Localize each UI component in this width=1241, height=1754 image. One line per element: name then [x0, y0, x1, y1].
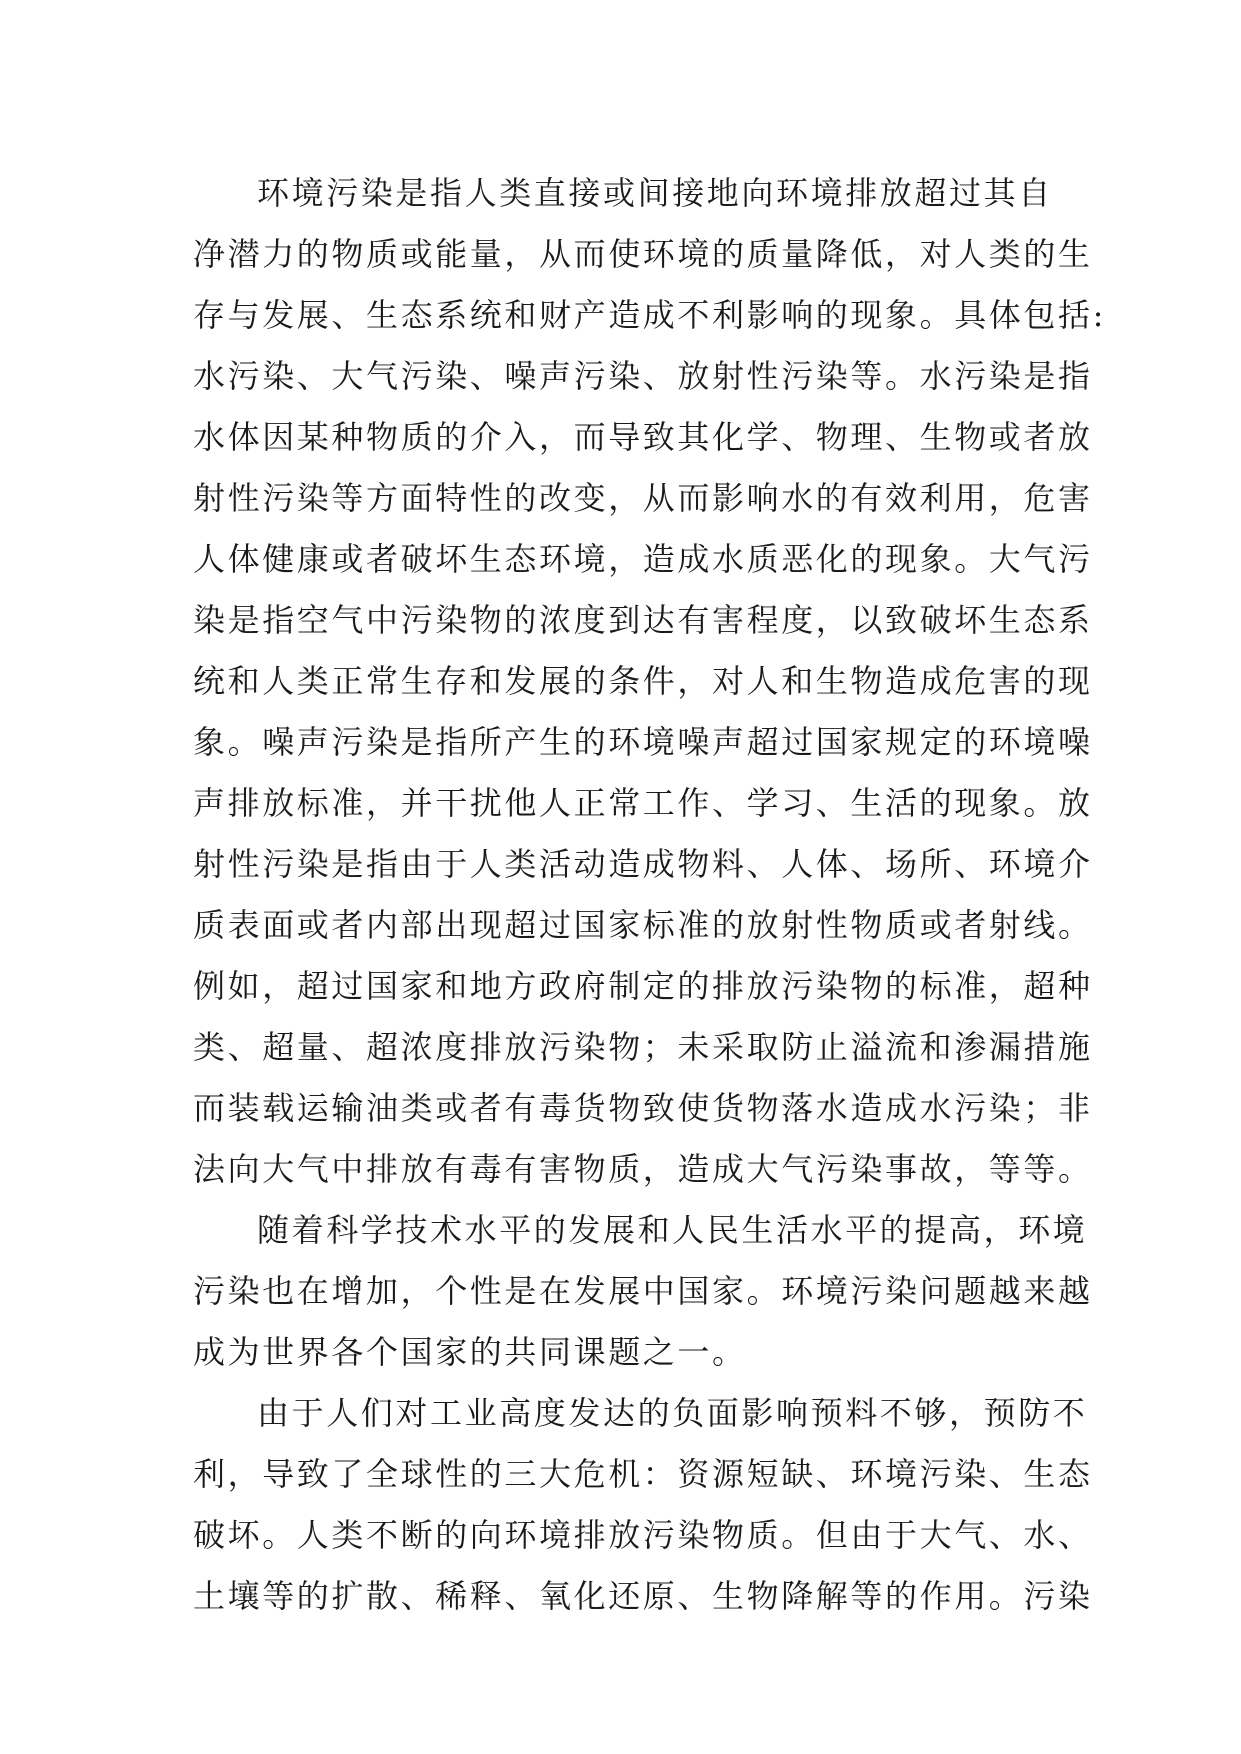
text-line: 射性污染等方面特性的改变，从而影响水的有效利用，危害	[193, 479, 1093, 517]
text-line: 破坏。人类不断的向环境排放污染物质。但由于大气、水、	[193, 1516, 1093, 1554]
text-line: 由于人们对工业高度发达的负面影响预料不够，预防不	[257, 1394, 1088, 1432]
text-line: 水体因某种物质的介入，而导致其化学、物理、生物或者放	[193, 418, 1093, 456]
paragraph	[193, 163, 1106, 1200]
text-line: 统和人类正常生存和发展的条件，对人和生物造成危害的现	[193, 662, 1093, 700]
text-line: 法向大气中排放有毒有害物质，造成大气污染事故，等等。	[193, 1150, 1093, 1188]
paragraph	[193, 1200, 1093, 1383]
text-line: 净潜力的物质或能量，从而使环境的质量降低，对人类的生	[193, 235, 1093, 273]
text-line: 人体健康或者破坏生态环境，造成水质恶化的现象。大气污	[193, 540, 1093, 578]
text-line: 类、超量、超浓度排放污染物；未采取防止溢流和渗漏措施	[193, 1028, 1093, 1066]
text-line: 而装载运输油类或者有毒货物致使货物落水造成水污染；非	[193, 1089, 1093, 1127]
text-line: 环境污染是指人类直接或间接地向环境排放超过其自	[257, 174, 1053, 212]
text-line: 染是指空气中污染物的浓度到达有害程度，以致破坏生态系	[193, 601, 1093, 639]
text-line: 质表面或者内部出现超过国家标准的放射性物质或者射线。	[193, 906, 1093, 944]
text-line: 成为世界各个国家的共同课题之一。	[193, 1333, 747, 1371]
text-line: 存与发展、生态系统和财产造成不利影响的现象。具体包括:	[193, 296, 1106, 334]
text-line: 射性污染是指由于人类活动造成物料、人体、场所、环境介	[193, 845, 1093, 883]
text-line: 象。噪声污染是指所产生的环境噪声超过国家规定的环境噪	[193, 723, 1093, 761]
document-body	[193, 163, 1106, 1627]
text-line: 利，导致了全球性的三大危机：资源短缺、环境污染、生态	[193, 1455, 1093, 1493]
text-line: 污染也在增加，个性是在发展中国家。环境污染问题越来越	[193, 1272, 1093, 1310]
text-line: 土壤等的扩散、稀释、氧化还原、生物降解等的作用。污染	[193, 1577, 1093, 1615]
text-line: 声排放标准，并干扰他人正常工作、学习、生活的现象。放	[193, 784, 1093, 822]
text-line: 例如，超过国家和地方政府制定的排放污染物的标准，超种	[193, 967, 1093, 1005]
text-line: 水污染、大气污染、噪声污染、放射性污染等。水污染是指	[193, 357, 1093, 395]
paragraph	[193, 1383, 1093, 1627]
text-line: 随着科学技术水平的发展和人民生活水平的提高，环境	[257, 1211, 1088, 1249]
